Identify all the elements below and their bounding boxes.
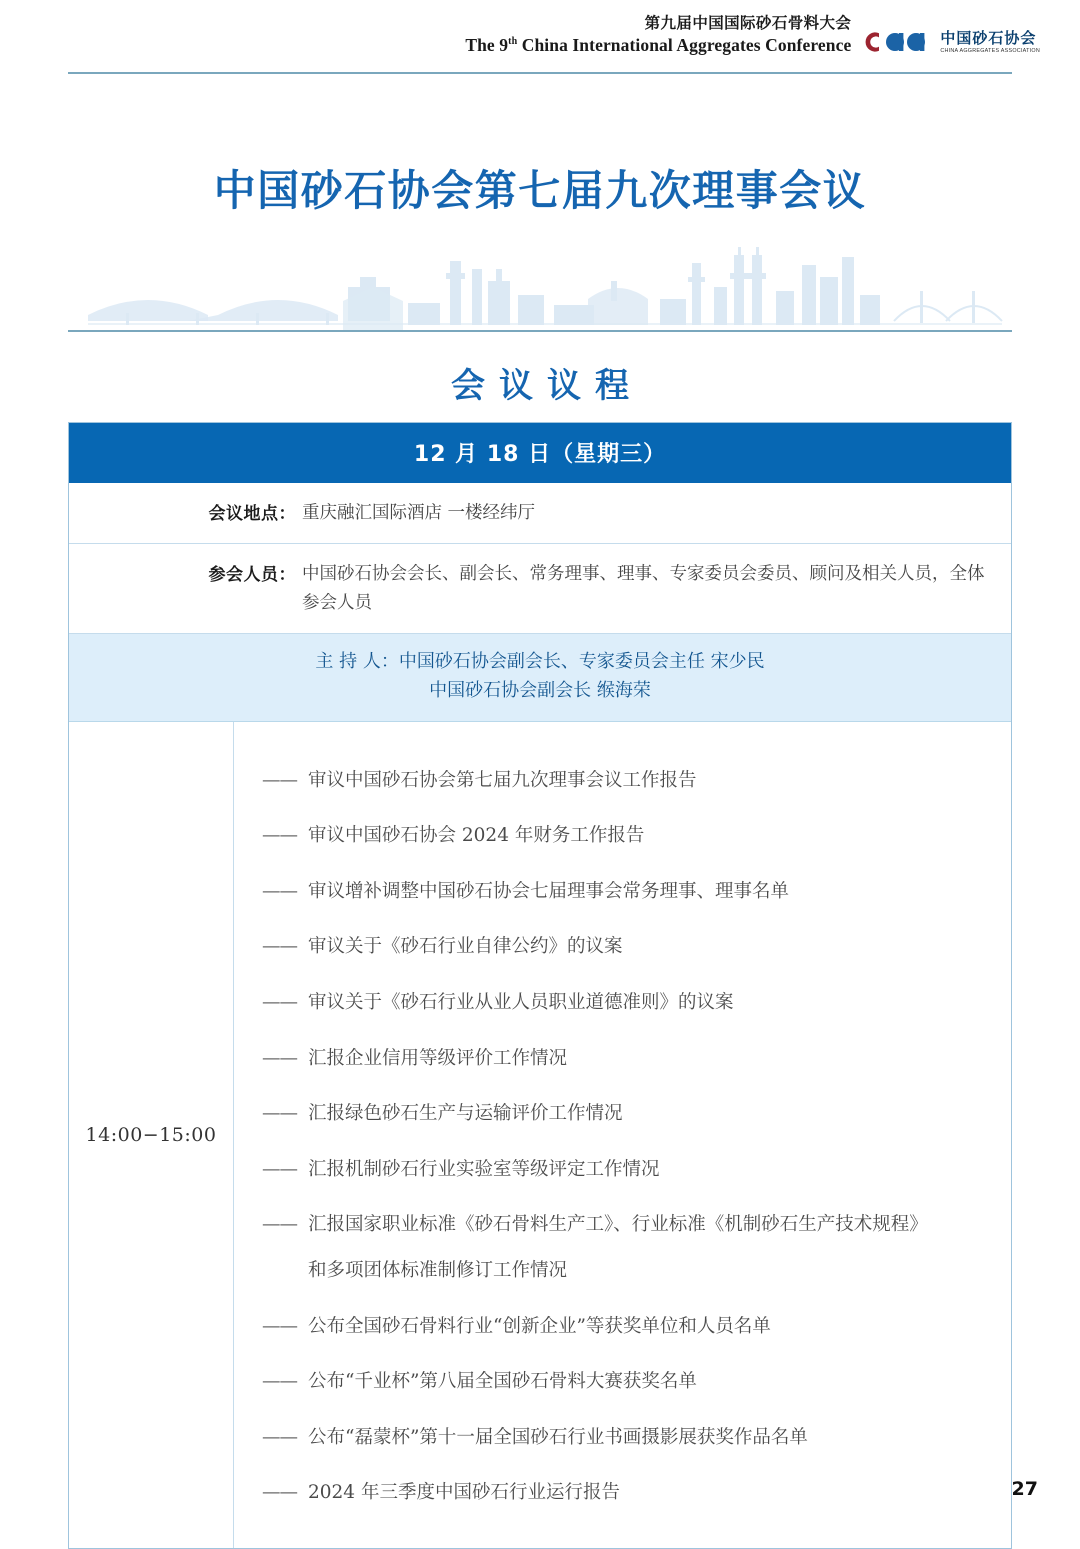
caa-logo-text — [940, 28, 1040, 54]
agenda-item-continuation: 和多项团体标准制修订工作情况 — [308, 1259, 568, 1281]
skyline-illustration — [68, 243, 1012, 331]
agenda-item — [262, 821, 981, 851]
agenda-item-dash-icon: —— — [262, 936, 297, 958]
header-divider — [68, 72, 1012, 74]
page-title: 中国砂石协会第七届九次理事会议 — [213, 166, 867, 215]
agenda-item — [262, 1210, 981, 1285]
agenda-item — [262, 988, 981, 1018]
agenda-item-text: 审议关于《砂石行业自律公约》的议案 — [308, 936, 623, 958]
agenda-item — [262, 1099, 981, 1129]
agenda-body-row — [69, 722, 1011, 1548]
agenda-item-dash-icon: —— — [262, 1047, 297, 1069]
page-header — [0, 0, 1080, 78]
conference-name-cn: 第九届中国国际砂石骨料大会 — [644, 14, 852, 32]
attendees-value: 中国砂石协会会长、副会长、常务理事、理事、专家委员会委员、顾问及相关人员，全体参会人员 — [302, 564, 985, 613]
agenda-item — [262, 1367, 981, 1397]
venue-row — [69, 483, 1011, 544]
agenda-item-dash-icon: —— — [262, 1371, 297, 1393]
conference-name-en-pre: The 9 — [465, 35, 509, 56]
agenda-item-dash-icon: —— — [262, 880, 297, 902]
header-inner — [465, 14, 1040, 57]
time-slot: 14:00−15:00 — [69, 722, 234, 1548]
agenda-item-text: 汇报机制砂石行业实验室等级评定工作情况 — [308, 1158, 660, 1180]
agenda-item — [262, 877, 981, 907]
agenda-item — [262, 766, 981, 796]
agenda-item — [262, 1312, 981, 1342]
caa-logo-en: CHINA AGGREGATES ASSOCIATION — [940, 47, 1040, 54]
skyline-divider — [68, 330, 1012, 332]
agenda-item-text: 汇报国家职业标准《砂石骨料生产工》、行业标准《机制砂石生产技术规程》 和多项团体标准制修订工作情况 — [308, 1210, 981, 1285]
agenda-items-list — [234, 722, 1011, 1548]
agenda-item-dash-icon: —— — [262, 825, 297, 847]
caa-logo-mark-icon — [861, 28, 937, 56]
agenda-item-text: 审议关于《砂石行业从业人员职业道德准则》的议案 — [308, 992, 734, 1013]
agenda-heading: 会议议程 — [451, 366, 643, 406]
agenda-item-text: 2024 年三季度中国砂石行业运行报告 — [308, 1482, 620, 1504]
agenda-item-text: 公布全国砂石骨料行业“创新企业”等获奖单位和人员名单 — [308, 1315, 771, 1337]
agenda-item-dash-icon: —— — [262, 1214, 297, 1236]
agenda-item-text: 汇报企业信用等级评价工作情况 — [308, 1047, 568, 1069]
venue-value: 重庆融汇国际酒店 一楼经纬厅 — [302, 503, 536, 523]
host-line-1: 主 持 人：中国砂石协会副会长、专家委员会主任 宋少民 — [315, 651, 765, 673]
conference-name-en — [465, 35, 851, 57]
conference-name-en-post: China International Aggregates Conference — [517, 35, 852, 56]
date-header: 12 月 18 日（星期三） — [69, 423, 1011, 483]
conference-name-en-ordinal: th — [508, 36, 518, 48]
agenda-item-dash-icon: —— — [262, 992, 297, 1013]
attendees-label: 参会人员： — [208, 565, 296, 586]
agenda-item-text: 汇报绿色砂石生产与运输评价工作情况 — [308, 1103, 623, 1125]
agenda-item-text: 公布“千业杯”第八届全国砂石骨料大赛获奖名单 — [308, 1371, 697, 1393]
agenda-item-dash-icon: —— — [262, 1315, 297, 1337]
agenda-item-text: 公布“磊蒙杯”第十一届全国砂石行业书画摄影展获奖作品名单 — [308, 1426, 808, 1448]
attendees-row — [69, 544, 1011, 634]
agenda-item — [262, 1423, 981, 1453]
skyline-graphic-icon — [68, 243, 1012, 331]
page-number: 27 — [1011, 1478, 1038, 1500]
caa-logo — [861, 28, 1040, 56]
host-row — [69, 634, 1011, 722]
agenda-item — [262, 1044, 981, 1074]
agenda-item-dash-icon: —— — [262, 769, 297, 791]
agenda-item-text: 审议中国砂石协会第七届九次理事会议工作报告 — [308, 769, 697, 791]
venue-label: 会议地点： — [208, 504, 296, 524]
caa-logo-cn: 中国砂石协会 — [940, 28, 1037, 47]
agenda-item-dash-icon: —— — [262, 1158, 297, 1180]
agenda-item — [262, 1478, 981, 1508]
host-line-2: 中国砂石协会副会长 缑海荣 — [429, 679, 651, 701]
agenda-item — [262, 1155, 981, 1185]
conference-name-block — [465, 14, 851, 57]
agenda-item-text: 审议中国砂石协会 2024 年财务工作报告 — [308, 825, 645, 847]
agenda-item — [262, 932, 981, 962]
agenda-table — [68, 422, 1012, 1549]
agenda-item-dash-icon: —— — [262, 1482, 297, 1504]
agenda-item-dash-icon: —— — [262, 1103, 297, 1125]
agenda-item-dash-icon: —— — [262, 1426, 297, 1448]
agenda-item-text: 审议增补调整中国砂石协会七届理事会常务理事、理事名单 — [308, 880, 790, 902]
